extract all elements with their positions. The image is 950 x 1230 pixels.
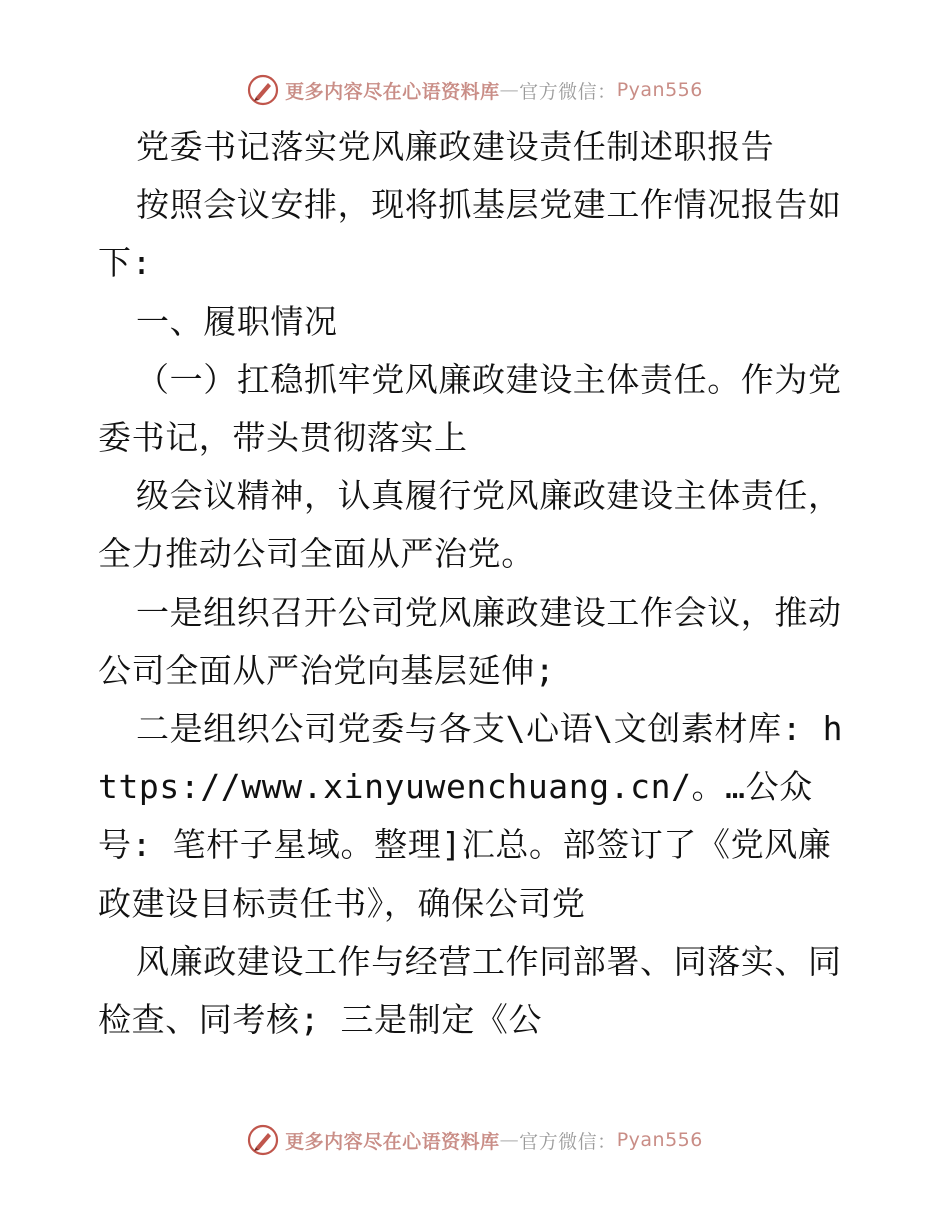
footer-watermark: [0, 1120, 950, 1160]
header-watermark: [0, 70, 950, 110]
document-title: 党委书记落实党风廉政建设责任制述职报告: [136, 127, 775, 166]
pen-logo-icon: [247, 1124, 279, 1156]
watermark-main-text: 更多内容尽在心语资料库: [285, 80, 500, 103]
watermark-wechat-label: 官方微信：: [519, 80, 617, 103]
watermark-wechat-id: Pyan556: [616, 1129, 703, 1151]
paragraph: 风廉政建设工作与经营工作同部署、同落实、同检查、同考核; 三是制定《公: [98, 941, 842, 1040]
watermark-main-text: 更多内容尽在心语资料库: [285, 1130, 500, 1153]
paragraph: 一是组织召开公司党风廉政建设工作会议，推动公司全面从严治党向基层延伸;: [98, 592, 842, 690]
paragraph: 二是组织公司党委与各支\心语\文创素材库: https://www.xinyuwenchuang.cn/。…公众号: 笔杆子星域。整理]汇总。部签订了《党风廉政建设目标责任书》，确保公司党: [98, 709, 844, 923]
document-body: [98, 118, 858, 1049]
paragraph: 按照会议安排，现将抓基层党建工作情况报告如下:: [98, 185, 842, 283]
watermark-wechat-label: 官方微信：: [519, 1130, 617, 1153]
watermark-dash: —: [499, 1129, 520, 1151]
pen-logo-icon: [247, 74, 279, 106]
paragraph: （一）扛稳抓牢党风廉政建设主体责任。作为党委书记，带头贯彻落实上: [98, 359, 842, 458]
watermark-dash: —: [499, 79, 520, 101]
section-heading: 一、履职情况: [136, 301, 338, 341]
watermark-wechat-id: Pyan556: [616, 79, 703, 101]
paragraph: 级会议精神，认真履行党风廉政建设主体责任，全力推动公司全面从严治党。: [98, 476, 842, 574]
